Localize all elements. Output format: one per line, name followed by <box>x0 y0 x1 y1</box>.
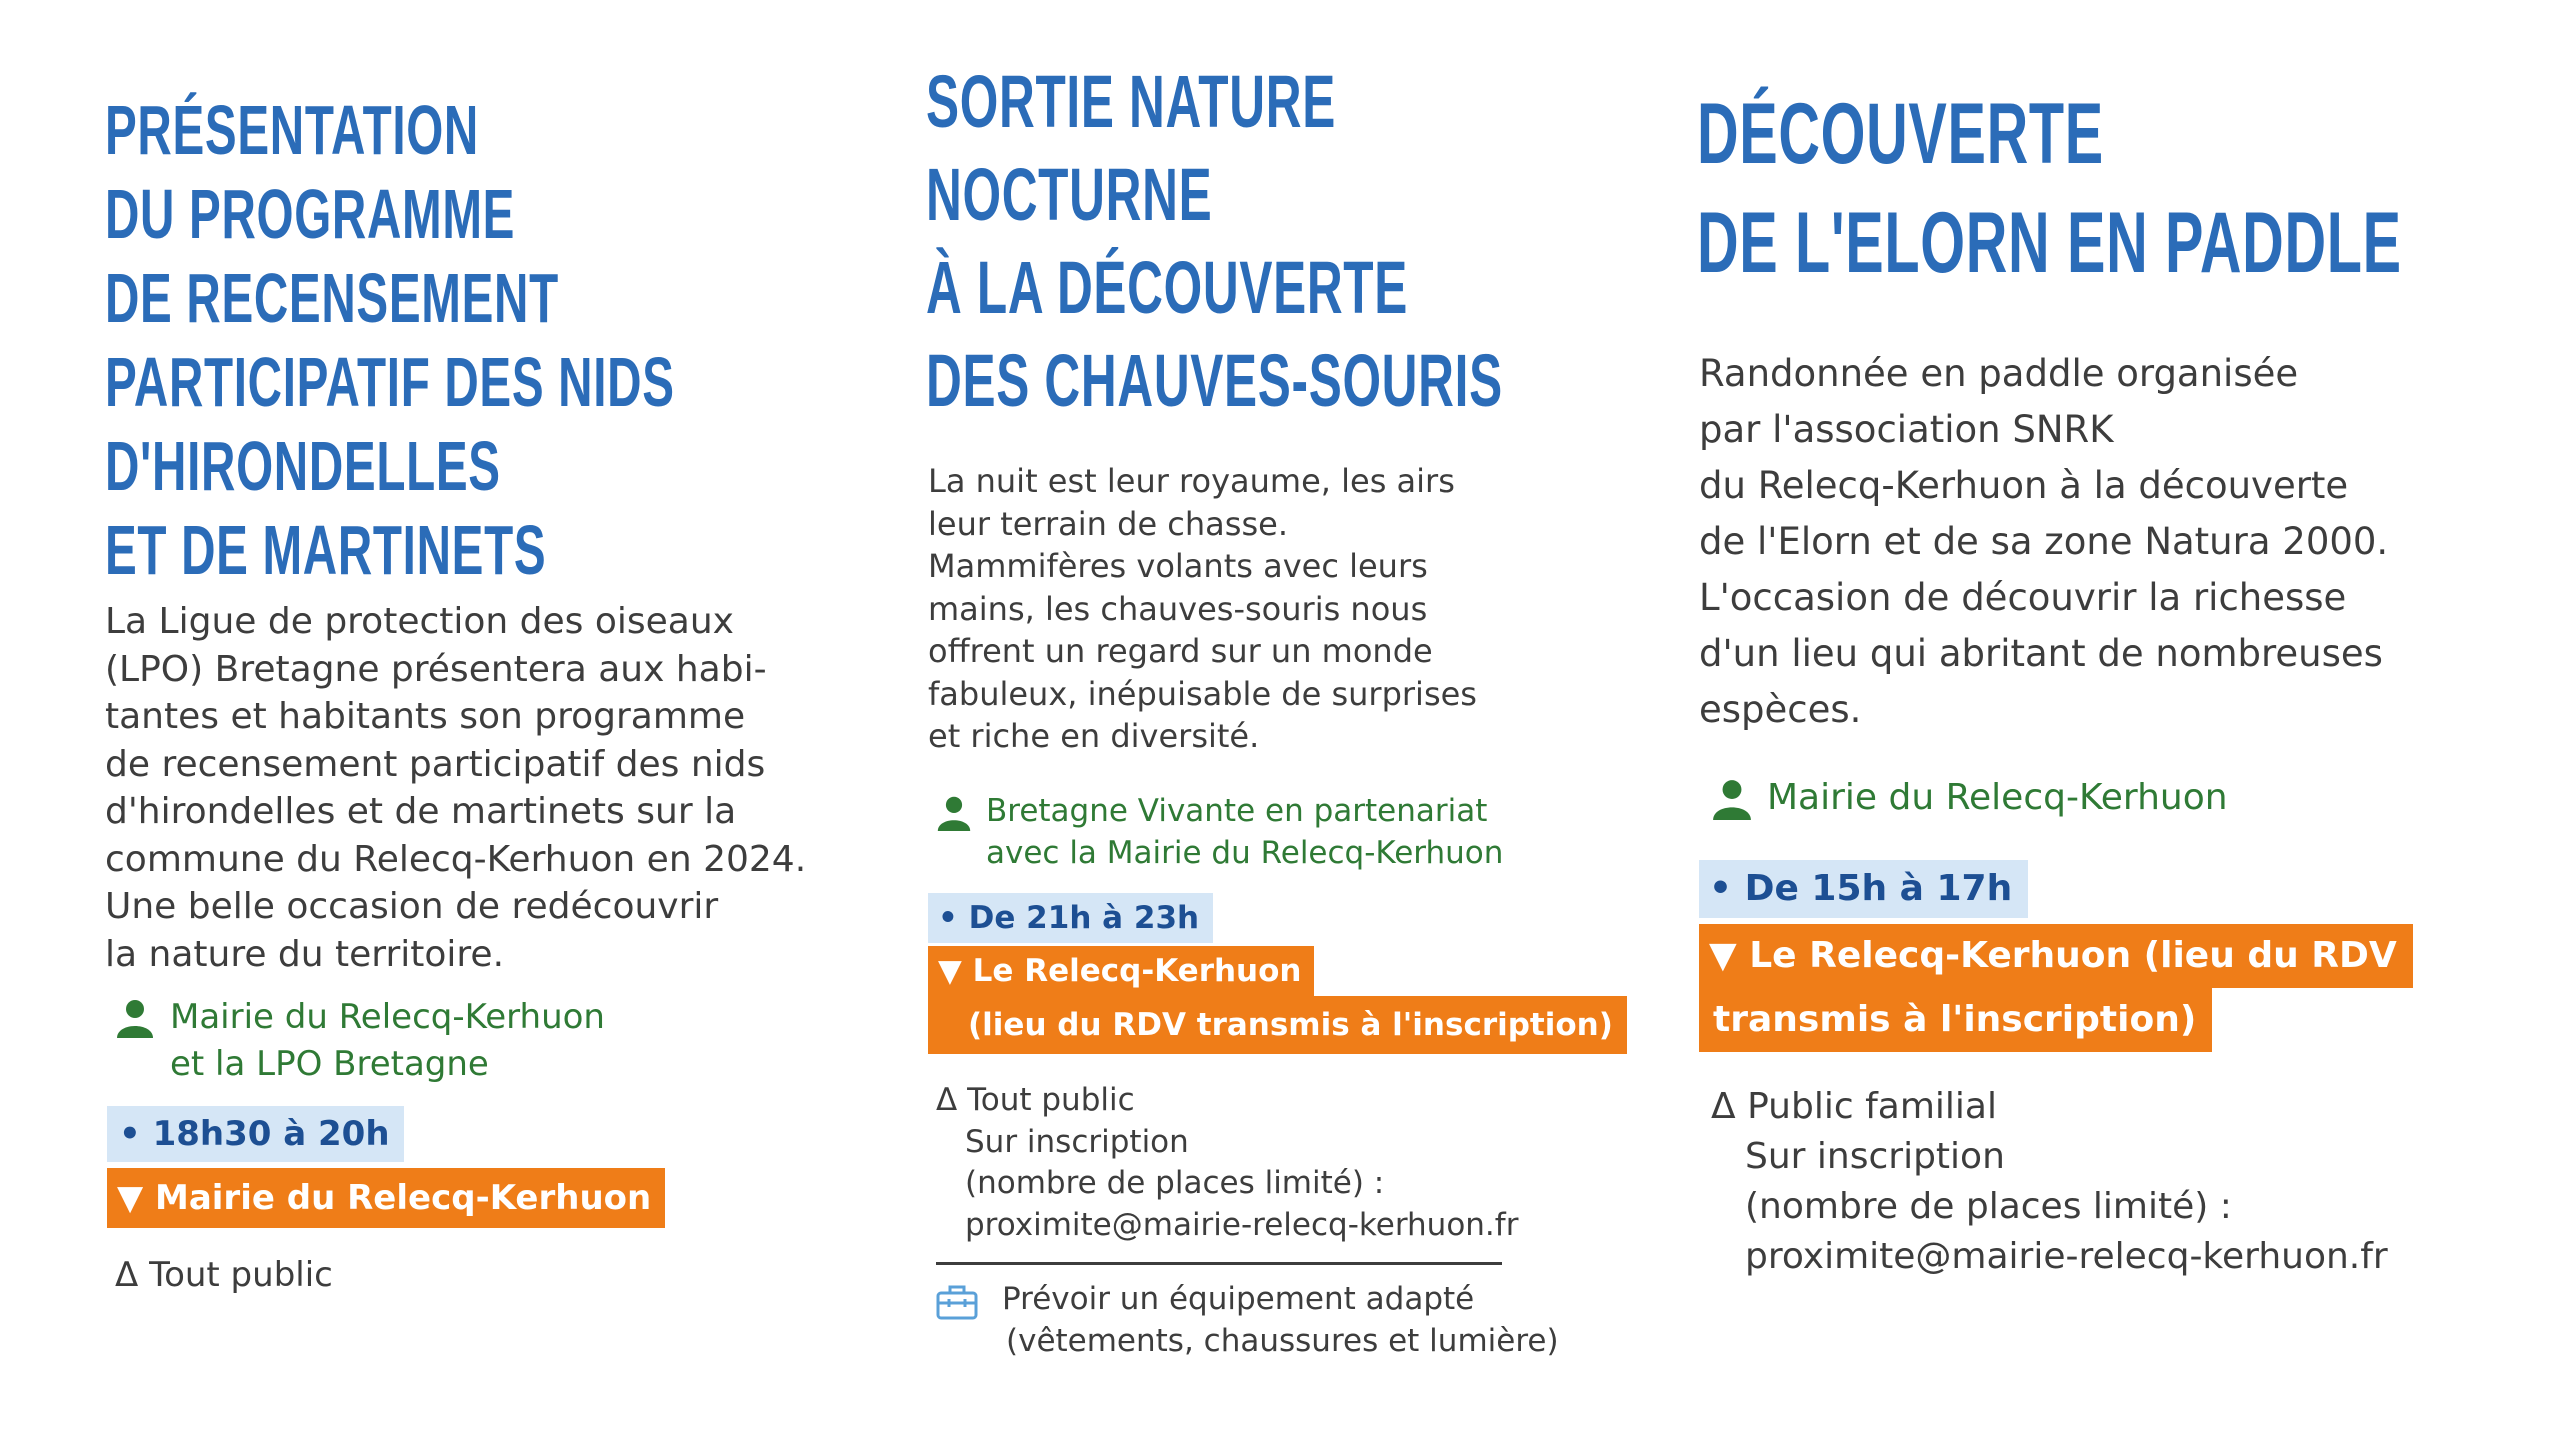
description-line: (LPO) Bretagne présentera aux habi- <box>105 648 767 690</box>
audience-marker-icon: Δ <box>936 1082 958 1118</box>
event-equipment-note <box>936 1278 1642 1362</box>
title-line: ET DE MARTINETS <box>105 511 547 589</box>
description-line: leur terrain de chasse. <box>928 504 1288 543</box>
organizer-line: avec la Mairie du Relecq-Kerhuon <box>986 835 1504 871</box>
description-line: La nuit est leur royaume, les airs <box>928 462 1455 500</box>
audience-line: Tout public <box>967 1082 1135 1118</box>
bullet-icon: • <box>119 1114 141 1154</box>
description-line: tantes et habitants son programme <box>105 696 746 737</box>
title-line: DES CHAUVES-SOURIS <box>926 339 1503 422</box>
equipment-line: (vêtements, chaussures et lumière) <box>1006 1323 1559 1359</box>
title-line: PARTICIPATIF DES NIDS <box>105 343 675 421</box>
event-audience <box>115 1253 333 1297</box>
title-line: DU PROGRAMME <box>105 175 516 253</box>
event-title <box>105 88 675 592</box>
toolbox-icon <box>936 1284 978 1320</box>
description-line: de l'Elorn et de sa zone Natura 2000. <box>1699 520 2389 563</box>
description-line: Mammifères volants avec leurs <box>928 547 1428 585</box>
organizer-line: Bretagne Vivante en partenariat <box>986 793 1488 829</box>
audience-line: Tout public <box>149 1255 333 1295</box>
event-organizer <box>1711 774 2467 822</box>
event-time-badge <box>928 893 1213 943</box>
description-line: Randonnée en paddle organisée <box>1699 352 2299 395</box>
place-line-box <box>1699 988 2212 1052</box>
audience-marker-icon: Δ <box>1711 1086 1736 1127</box>
organizer-line: Mairie du Relecq-Kerhuon <box>1767 777 2228 818</box>
audience-line: Sur inscription <box>965 1123 1189 1160</box>
description-line: La Ligue de protection des oiseaux <box>105 601 734 642</box>
title-line: NOCTURNE <box>926 153 1213 236</box>
event-audience <box>936 1080 1518 1246</box>
title-line: DÉCOUVERTE <box>1697 86 2104 182</box>
title-line: SORTIE NATURE <box>926 60 1336 143</box>
place-marker-icon: ▼ <box>938 953 962 989</box>
bullet-icon: • <box>1709 868 1733 909</box>
description-line: fabuleux, inépuisable de surprises <box>928 674 1477 713</box>
description-line: L'occasion de découvrir la richesse <box>1699 576 2347 619</box>
event-title <box>1697 80 2402 298</box>
title-line: DE RECENSEMENT <box>105 259 559 337</box>
event-organizer <box>936 790 1666 874</box>
divider <box>936 1262 1502 1265</box>
description-line: Une belle occasion de redécouvrir <box>105 886 719 927</box>
description-line: offrent un regard sur un monde <box>928 632 1433 670</box>
audience-line: Sur inscription <box>1745 1136 2005 1177</box>
title-line: DE L'ELORN EN PADDLE <box>1697 195 2402 291</box>
event-description <box>1699 346 2539 738</box>
title-line: D'HIRONDELLES <box>105 427 501 505</box>
place-marker-icon: ▼ <box>1709 935 1737 976</box>
event-audience <box>1711 1082 2388 1282</box>
event-organizer <box>115 994 870 1088</box>
event-place-badge <box>1699 924 2519 1052</box>
audience-marker-icon: Δ <box>115 1255 139 1295</box>
time-text: 18h30 à 20h <box>152 1114 390 1154</box>
title-line: PRÉSENTATION <box>105 91 479 169</box>
event-description <box>105 598 905 978</box>
place-text: (lieu du RDV transmis à l'inscription) <box>968 1007 1613 1043</box>
time-text: De 21h à 23h <box>968 900 1200 936</box>
description-line: espèces. <box>1699 688 1862 731</box>
event-description <box>928 460 1628 758</box>
audience-line: Public familial <box>1747 1086 1997 1127</box>
description-line: d'un lieu qui abritant de nombreuses <box>1699 632 2383 675</box>
audience-email: proximite@mairie-relecq-kerhuon.fr <box>1745 1236 2388 1277</box>
place-text: transmis à l'inscription) <box>1713 999 2197 1040</box>
description-line: et riche en diversité. <box>928 717 1260 755</box>
place-marker-icon: ▼ <box>117 1178 144 1218</box>
description-line: d'hirondelles et de martinets sur la <box>105 791 737 832</box>
organizer-line: et la LPO Bretagne <box>170 1044 489 1084</box>
place-line-box <box>928 996 1627 1054</box>
title-line: À LA DÉCOUVERTE <box>926 246 1409 329</box>
description-line: mains, les chauves-souris nous <box>928 589 1428 628</box>
event-title <box>926 55 1503 427</box>
description-line: du Relecq-Kerhuon à la découverte <box>1699 464 2349 507</box>
event-time-badge <box>1699 860 2028 918</box>
audience-email: proximite@mairie-relecq-kerhuon.fr <box>965 1206 1519 1243</box>
place-text: Le Relecq-Kerhuon (lieu du RDV <box>1749 935 2397 976</box>
audience-line: (nombre de places limité) : <box>1745 1186 2232 1227</box>
description-line: la nature du territoire. <box>105 933 505 975</box>
description-line: commune du Relecq-Kerhuon en 2024. <box>105 838 807 880</box>
description-line: de recensement participatif des nids <box>105 743 766 785</box>
event-place-badge <box>107 1168 665 1228</box>
description-line: par l'association SNRK <box>1699 408 2114 451</box>
bullet-icon: • <box>938 900 958 936</box>
place-text: Mairie du Relecq-Kerhuon <box>155 1178 652 1218</box>
person-icon <box>115 998 155 1038</box>
organizer-line: Mairie du Relecq-Kerhuon <box>170 997 605 1037</box>
place-line-box <box>928 946 1314 996</box>
place-line-box <box>1699 924 2413 988</box>
audience-line: (nombre de places limité) : <box>965 1165 1385 1201</box>
time-text: De 15h à 17h <box>1744 868 2013 909</box>
person-icon <box>936 794 972 832</box>
place-text: Le Relecq-Kerhuon <box>972 953 1302 989</box>
event-place-badge <box>928 946 1648 1054</box>
equipment-line: Prévoir un équipement adapté <box>1002 1281 1475 1317</box>
person-icon <box>1711 778 1753 820</box>
event-time-badge <box>107 1106 404 1162</box>
